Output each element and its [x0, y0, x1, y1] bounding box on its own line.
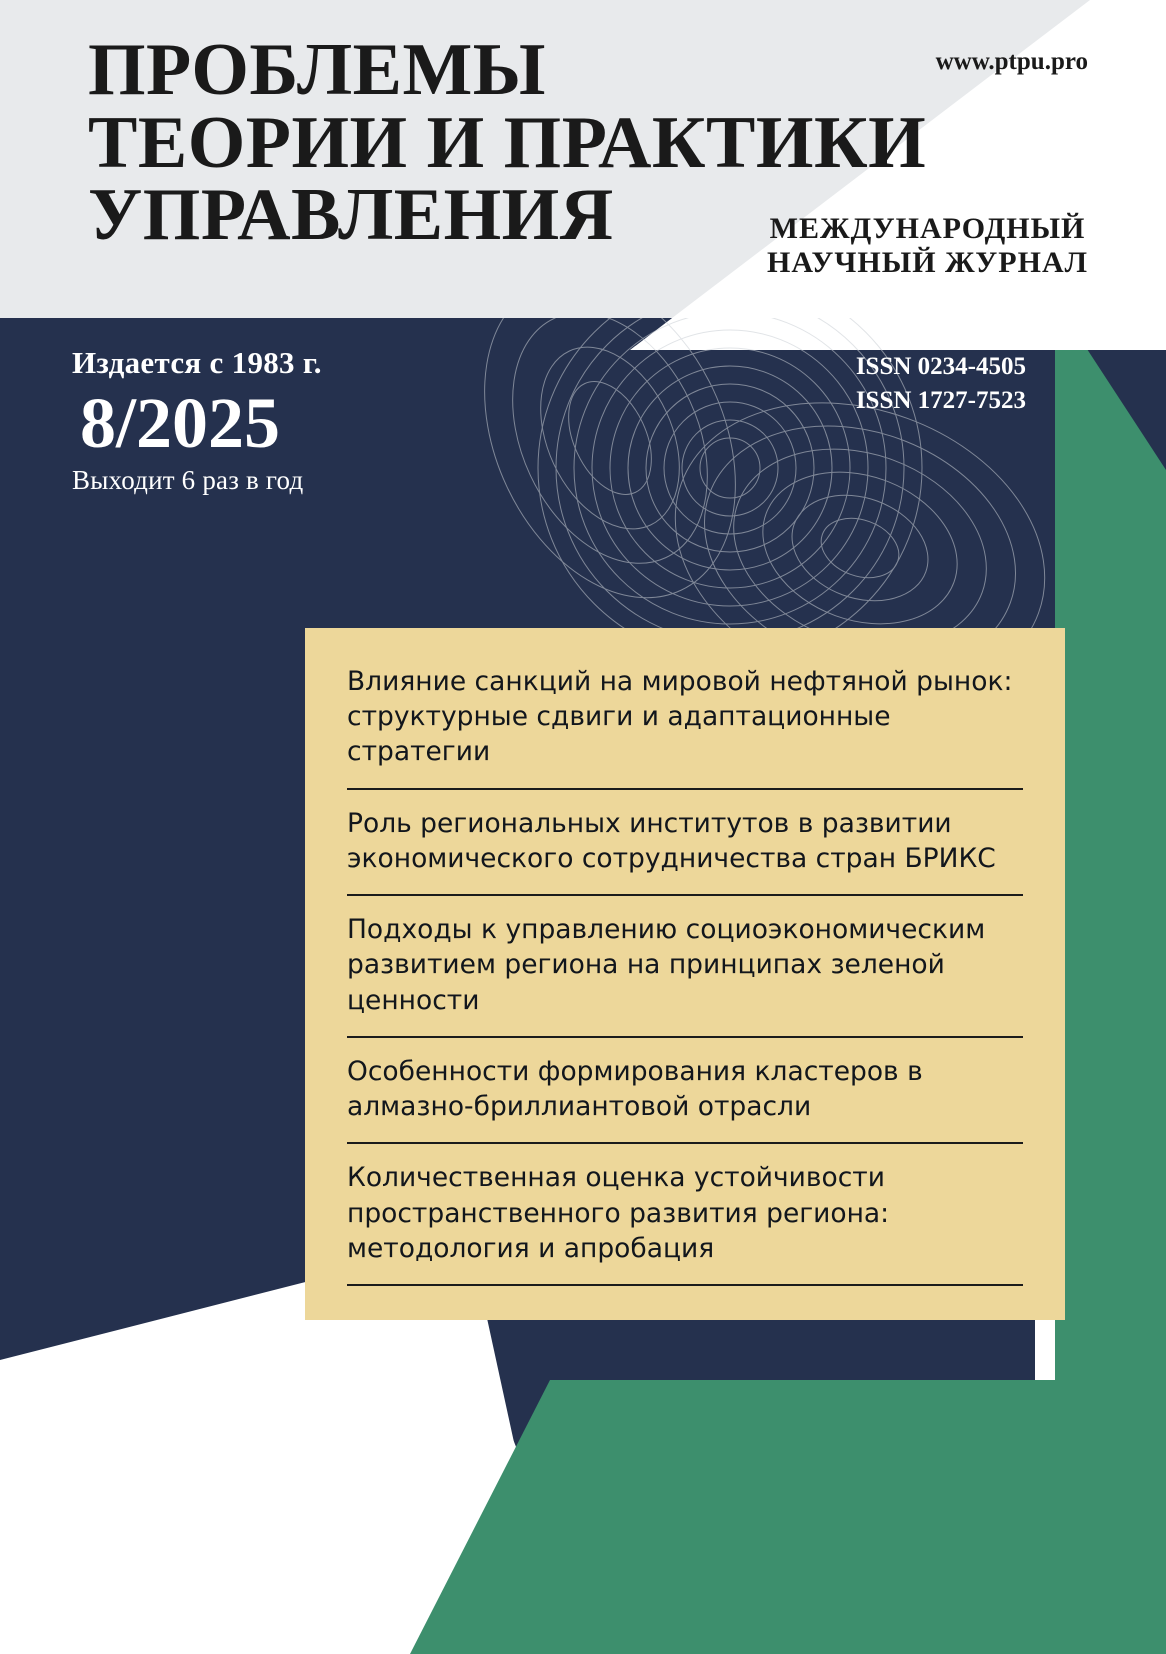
list-item: Подходы к управлению социоэкономическим развитием региона на принципах зеленой ценности [347, 912, 1023, 1038]
list-item: Количественная оценка устойчивости пространственного развития региона: методология и апробация [347, 1160, 1023, 1286]
issue-number: 8/2025 [80, 383, 281, 463]
journal-subtitle [767, 212, 1088, 279]
publication-frequency: Выходит 6 раз в год [72, 465, 304, 495]
list-item: Влияние санкций на мировой нефтяной рынок: структурные сдвиги и адаптационные стратегии [347, 662, 1023, 790]
issn-print: ISSN 0234-4505 [855, 353, 1026, 380]
list-item: Особенности формирования кластеров в алмазно-бриллиантовой отрасли [347, 1054, 1023, 1144]
journal-subtitle-line-1: МЕЖДУНАРОДНЫЙ [769, 212, 1086, 245]
website-url[interactable]: www.ptpu.pro [935, 48, 1088, 75]
journal-subtitle-line-2: НАУЧНЫЙ ЖУРНАЛ [767, 245, 1088, 279]
list-item: Роль региональных институтов в развитии экономического сотрудничества стран БРИКС [347, 806, 1023, 896]
journal-title-line-3: УПРАВЛЕНИЯ [88, 174, 614, 257]
journal-title-line-2: ТЕОРИИ И ПРАКТИКИ [88, 101, 927, 184]
issn-block [856, 350, 1026, 418]
issue-meta [72, 345, 322, 496]
masthead [0, 0, 1166, 330]
published-since: Издается с 1983 г. [72, 345, 322, 380]
issn-online: ISSN 1727-7523 [855, 386, 1026, 414]
article-list [305, 628, 1065, 1320]
journal-title-line-1: ПРОБЛЕМЫ [88, 29, 546, 111]
